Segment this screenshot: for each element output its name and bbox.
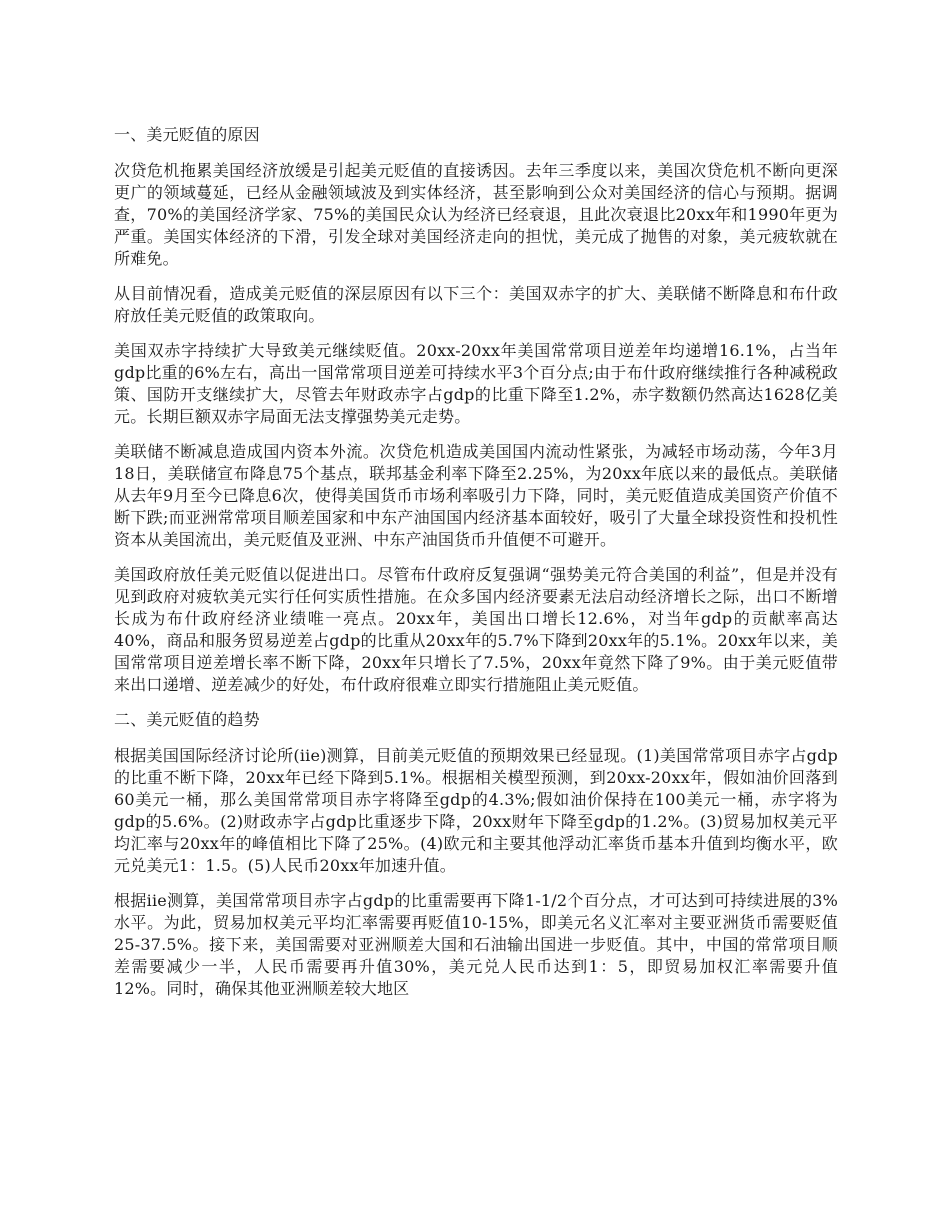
section-heading-causes: 一、美元贬值的原因 — [114, 125, 260, 144]
paragraph-further-depreciation: 根据iie测算，美国常常项目赤字占gdp的比重需要再下降1-1/2个百分点，才可达到可持续进展的3%水平。为此，贸易加权美元平均汇率需要再贬值10-15%，即美元名义汇率对主要亚洲货币需要贬值25-37.5%。接下来，美国需要对亚洲顺差大国和石油输出国进一步贬值。其中，中国的常常项目顺差需要减少一半，人民币需要再升值30%，美元兑人民币达到1：5，即贸易加权汇率需要升值12%。同时，确保其他亚洲顺差较大地区 — [114, 891, 838, 998]
paragraph-rate-cuts: 美联储不断减息造成国内资本外流。次贷危机造成美国国内流动性紧张，为减轻市场动荡，今年3月18日，美联储宣布降息75个基点，联邦基金利率下降至2.25%，为20xx年底以来的最低点。美联储从去年9月至今已降息6次，使得美国货币市场利率吸引力下降，同时，美元贬值造成美国资产价值不断下跌;而亚洲常常项目顺差国家和中东产油国国内经济基本面较好，吸引了大量全球投资性和投机性资本从美国流出，美元贬值及亚洲、中东产油国货币升值便不可避开。 — [114, 442, 838, 549]
paragraph-subprime-cause: 次贷危机拖累美国经济放缓是引起美元贬值的直接诱因。去年三季度以来，美国次贷危机不断向更深更广的领域蔓延，已经从金融领域波及到实体经济，甚至影响到公众对美国经济的信心与预期。据调查，70%的美国经济学家、75%的美国民众认为经济已经衰退，且此次衰退比20xx年和1990年更为严重。美国实体经济的下滑，引发全球对美国经济走向的担忧，美元成了抛售的对象，美元疲软就在所难免。 — [114, 161, 838, 268]
paragraph-iie-estimates: 根据美国国际经济讨论所(iie)测算，目前美元贬值的预期效果已经显现。(1)美国常常项目赤字占gdp的比重不断下降，20xx年已经下降到5.1%。根据相关模型预测，到20xx-20xx年，假如油价回落到60美元一桶，那么美国常常项目赤字将降至gdp的4.3%;假如油价保持在100美元一桶，赤字将为gdp的5.6%。(2)财政赤字占gdp比重逐步下降，20xx财年下降至gdp的1.2%。(3)贸易加权美元平均汇率与20xx年的峰值相比下降了25%。(4)欧元和主要其他浮动汇率货币基本升值到均衡水平，欧元兑美元1：1.5。(5)人民币20xx年加速升值。 — [114, 746, 838, 875]
paragraph-deep-causes: 从目前情况看，造成美元贬值的深层原因有以下三个：美国双赤字的扩大、美联储不断降息和布什政府放任美元贬值的政策取向。 — [114, 284, 838, 325]
document-page — [114, 124, 838, 1013]
paragraph-twin-deficits: 美国双赤字持续扩大导致美元继续贬值。20xx-20xx年美国常常项目逆差年均递增16.1%，占当年gdp比重的6%左右，高出一国常常项目逆差可持续水平3个百分点;由于布什政府继续推行各种减税政策、国防开支继续扩大，尽管去年财政赤字占gdp的比重下降至1.2%，赤字数额仍然高达1628亿美元。长期巨额双赤字局面无法支撑强势美元走势。 — [114, 341, 838, 426]
section-heading-trends: 二、美元贬值的趋势 — [114, 710, 260, 729]
paragraph-export-policy: 美国政府放任美元贬值以促进出口。尽管布什政府反复强调“强势美元符合美国的利益”，但是并没有见到政府对疲软美元实行任何实质性措施。在众多国内经济要素无法启动经济增长之际，出口不断增长成为布什政府经济业绩唯一亮点。20xx年，美国出口增长12.6%，对当年gdp的贡献率高达40%，商品和服务贸易逆差占gdp的比重从20xx年的5.7%下降到20xx年的5.1%。20xx年以来，美国常常项目逆差增长率不断下降，20xx年只增长了7.5%，20xx年竟然下降了9%。由于美元贬值带来出口递增、逆差减少的好处，布什政府很难立即实行措施阻止美元贬值。 — [114, 565, 838, 694]
